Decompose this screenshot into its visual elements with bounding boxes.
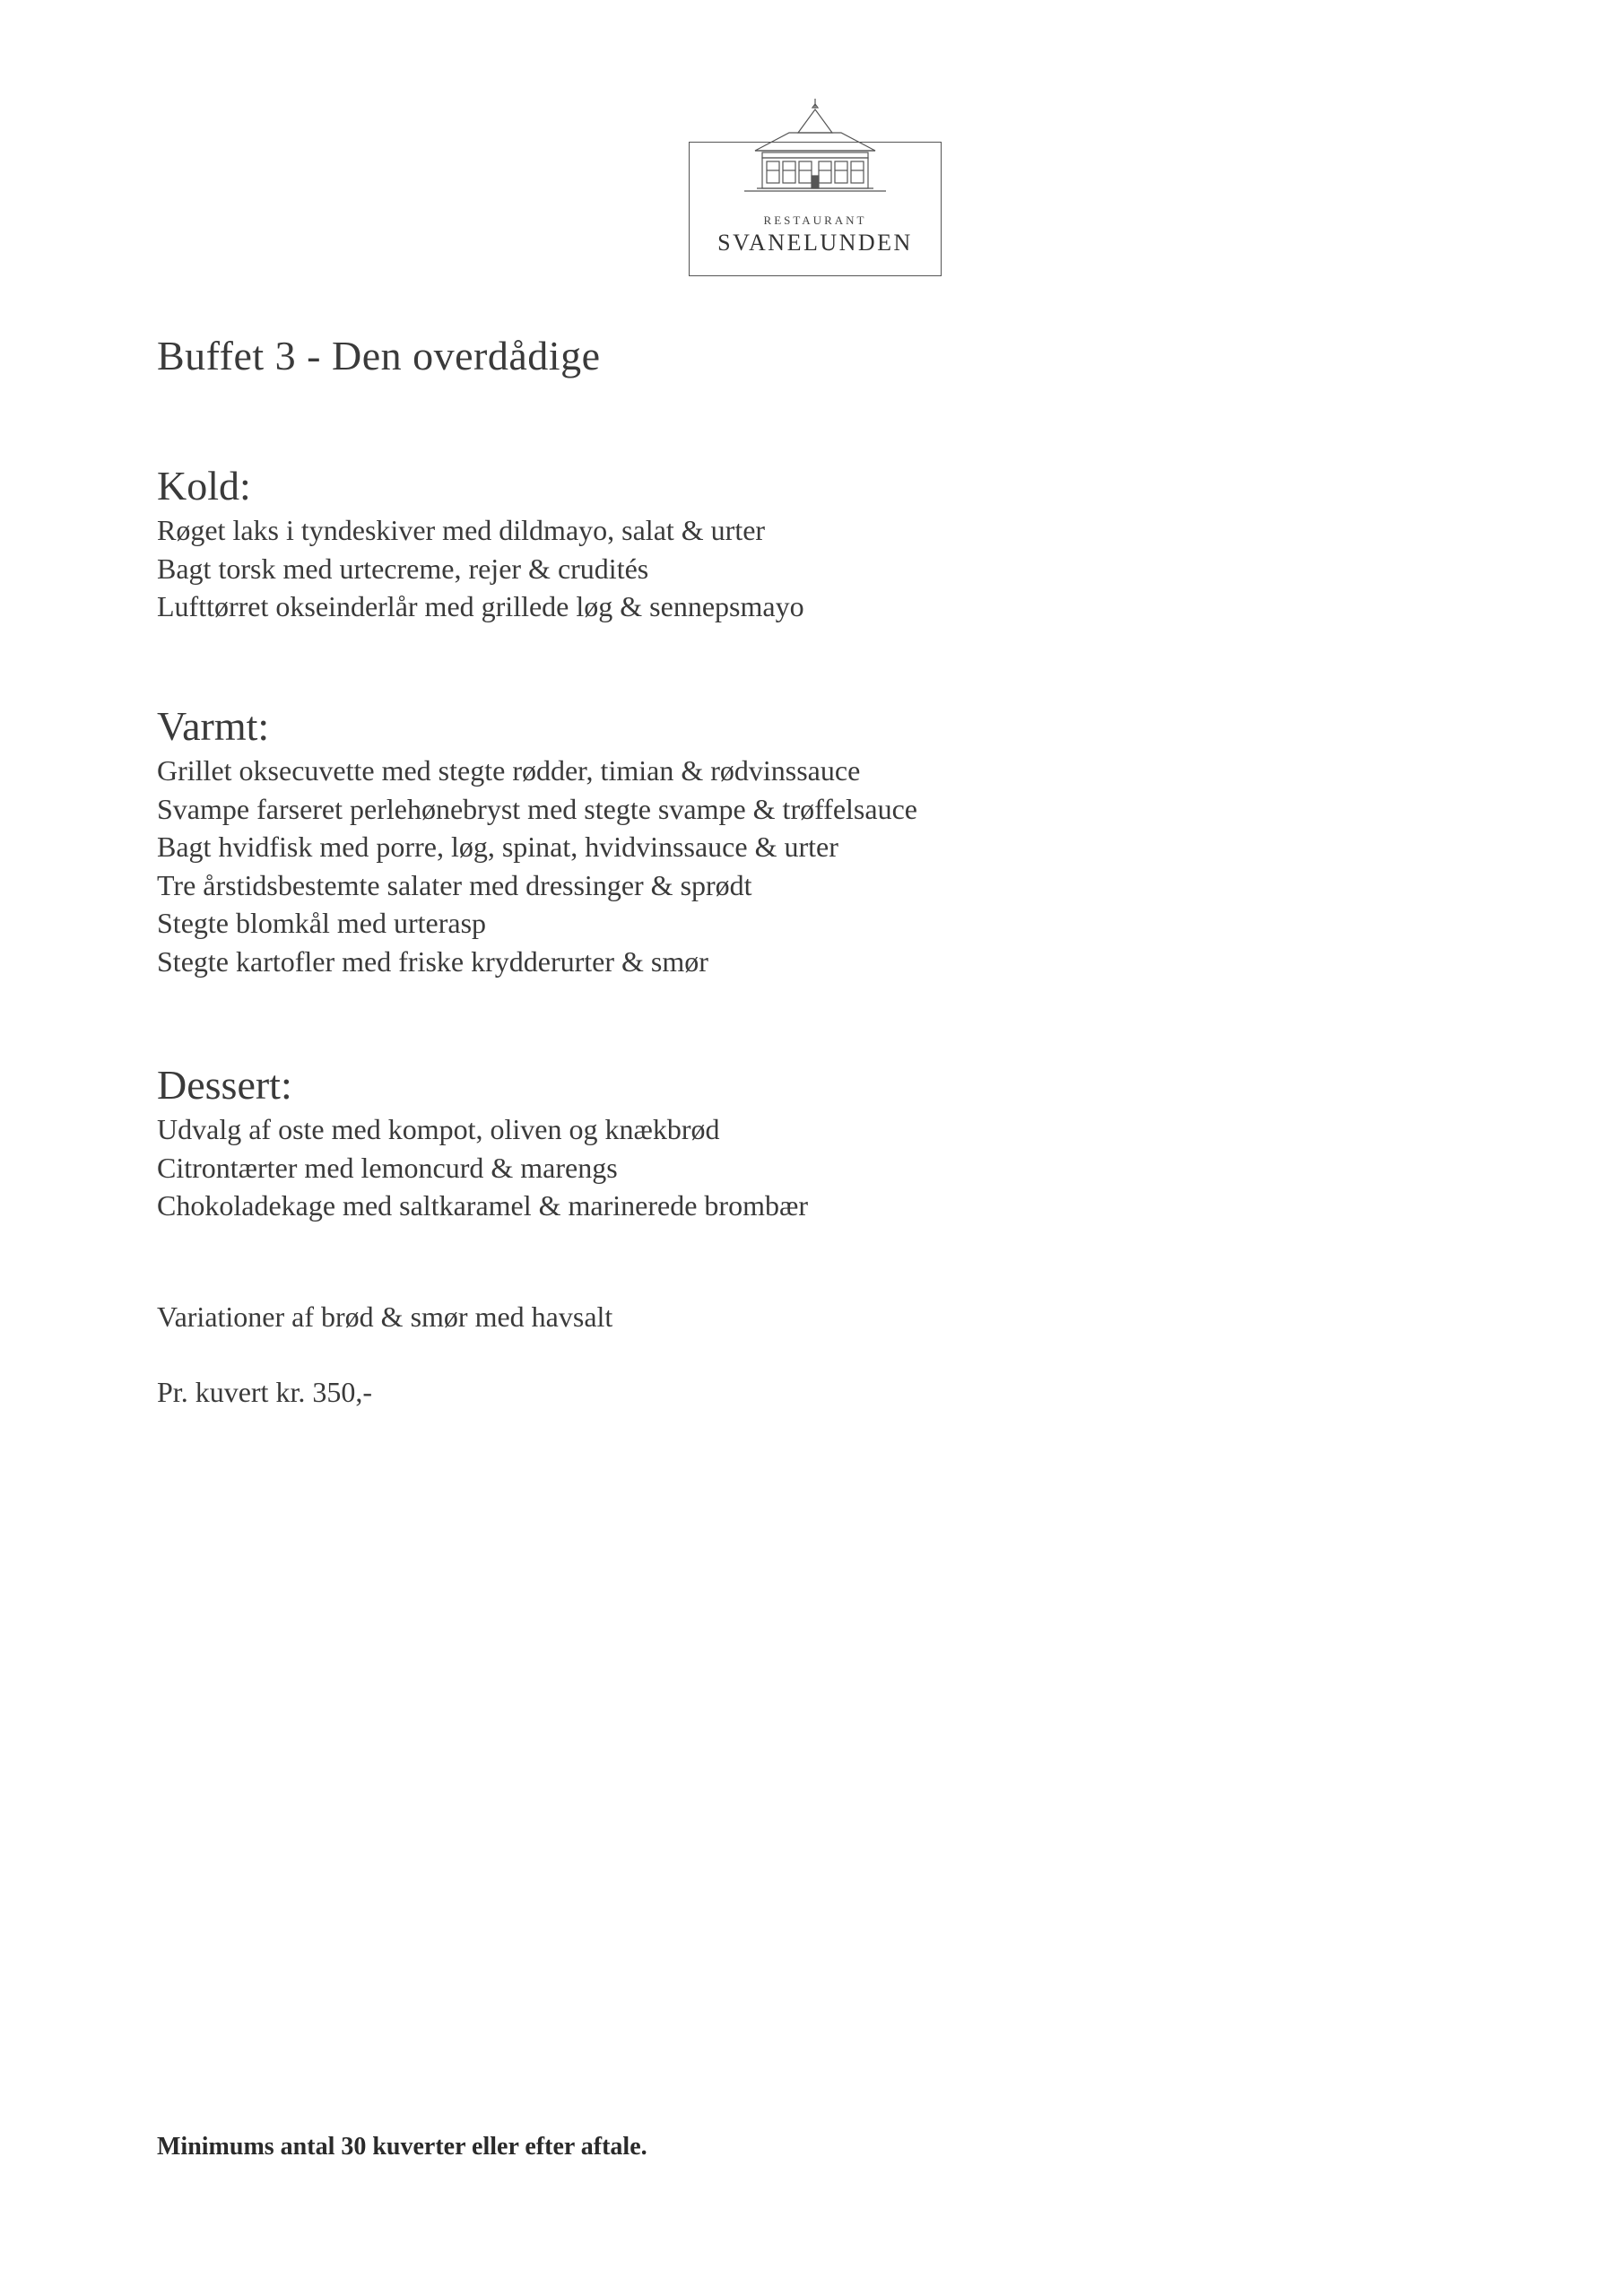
menu-item: Chokoladekage med saltkaramel & marinerede brombær — [157, 1189, 808, 1222]
restaurant-logo — [689, 99, 943, 278]
logo-small-text: RESTAURANT — [763, 213, 867, 227]
menu-item: Bagt hvidfisk med porre, løg, spinat, hvidvinssauce & urter — [157, 831, 838, 863]
menu-item: Citrontærter med lemoncurd & marengs — [157, 1151, 618, 1184]
menu-item: Stegte blomkål med urterasp — [157, 907, 487, 939]
menu-list — [157, 1110, 808, 1225]
logo-name: SVANELUNDEN — [717, 230, 913, 256]
menu-item: Stegte kartofler med friske krydderurter & smør — [157, 944, 708, 978]
pavilion-icon — [735, 99, 895, 202]
minimum-note: Minimums antal 30 kuverter eller efter aftale. — [157, 2133, 647, 2161]
menu-list — [157, 511, 804, 626]
menu-item: Røget laks i tyndeskiver med dildmayo, salat & urter — [157, 514, 766, 546]
section-heading: Varmt: — [157, 703, 270, 749]
price-line: Pr. kuvert kr. 350,- — [157, 1376, 372, 1408]
section-heading: Dessert: — [157, 1062, 292, 1108]
menu-item: Bagt torsk med urtecreme, rejer & crudités — [157, 552, 649, 585]
section-dessert — [157, 1060, 808, 1225]
menu-list — [157, 752, 917, 980]
menu-item: Udvalg af oste med kompot, oliven og knækbrød — [157, 1113, 720, 1145]
menu-item: Svampe farseret perlehønebryst med stegte svampe & trøffelsauce — [157, 792, 917, 825]
menu-item: Lufttørret okseinderlår med grillede løg & sennepsmayo — [157, 590, 804, 622]
bread-line: Variationer af brød & smør med havsalt — [157, 1300, 613, 1333]
section-heading: Kold: — [157, 463, 251, 509]
section-kold — [157, 461, 804, 626]
menu-item: Tre årstidsbestemte salater med dressinger & sprødt — [157, 868, 752, 901]
menu-item: Grillet oksecuvette med stegte rødder, timian & rødvinssauce — [157, 754, 861, 787]
page-title: Buffet 3 - Den overdådige — [157, 333, 601, 378]
section-varmt — [157, 701, 917, 980]
